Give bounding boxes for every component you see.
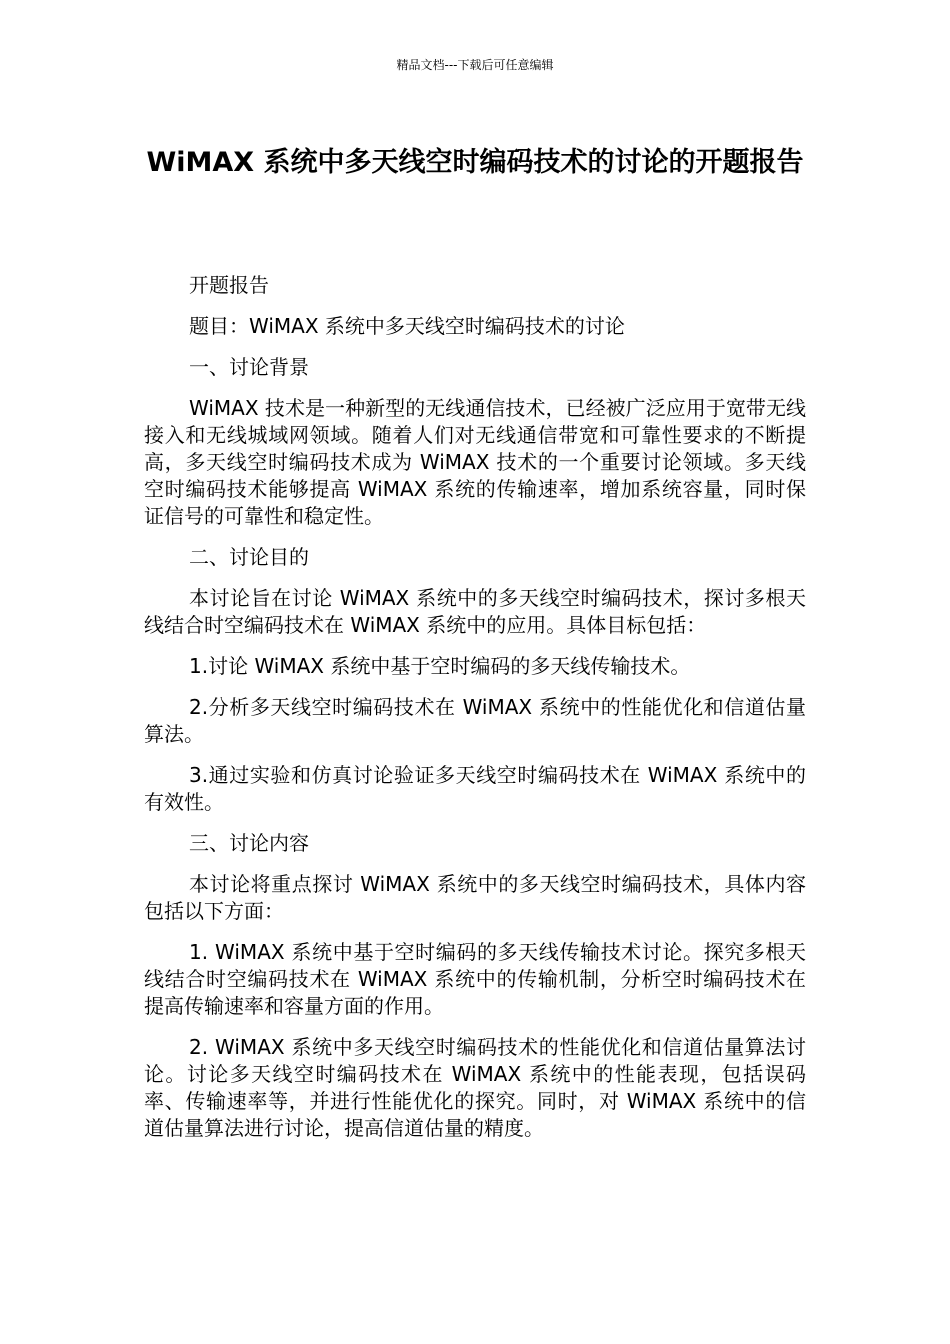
section-heading-content: 三、讨论内容: [189, 831, 309, 855]
document-body: [144, 272, 806, 1156]
paragraph-report-label: 开题报告: [189, 273, 269, 297]
paragraph-purpose: 本讨论旨在讨论 WiMAX 系统中的多天线空时编码技术，探讨多根天线结合时空编码技术在 WiMAX 系统中的应用。具体目标包括：: [144, 586, 806, 637]
section-heading-background: 一、讨论背景: [189, 355, 309, 379]
paragraph-topic: 题目：WiMAX 系统中多天线空时编码技术的讨论: [189, 314, 625, 338]
paragraph-background: WiMAX 技术是一种新型的无线通信技术，已经被广泛应用于宽带无线接入和无线城域网领域。随着人们对无线通信带宽和可靠性要求的不断提高，多天线空时编码技术成为 WiMAX 技术的一个重要讨论领域。多天线空时编码技术能够提高 WiMAX 系统的传输速率，增加系统容量，同时保证信号的可靠性和稳定性。: [144, 396, 806, 528]
section-heading-purpose: 二、讨论目的: [189, 545, 309, 569]
list-item-purpose-3: 3.通过实验和仿真讨论验证多天线空时编码技术在 WiMAX 系统中的有效性。: [144, 763, 806, 814]
list-item-purpose-1: 1.讨论 WiMAX 系统中基于空时编码的多天线传输技术。: [189, 654, 691, 678]
document-title: WiMAX 系统中多天线空时编码技术的讨论的开题报告: [146, 147, 804, 178]
list-item-purpose-2: 2.分析多天线空时编码技术在 WiMAX 系统中的性能优化和信道估量算法。: [144, 695, 806, 746]
list-item-content-1: 1. WiMAX 系统中基于空时编码的多天线传输技术讨论。探究多根天线结合时空编码技术在 WiMAX 系统中的传输机制，分析空时编码技术在提高传输速率和容量方面的作用。: [144, 940, 806, 1018]
page-header-note: 精品文档---下载后可任意编辑: [396, 58, 554, 72]
paragraph-content-intro: 本讨论将重点探讨 WiMAX 系统中的多天线空时编码技术，具体内容包括以下方面：: [144, 872, 806, 923]
list-item-content-2: 2. WiMAX 系统中多天线空时编码技术的性能优化和信道估量算法讨论。讨论多天线空时编码技术在 WiMAX 系统中的性能表现，包括误码率、传输速率等，并进行性能优化的探究。同时，对 WiMAX 系统中的信道估量算法进行讨论，提高信道估量的精度。: [144, 1035, 806, 1140]
